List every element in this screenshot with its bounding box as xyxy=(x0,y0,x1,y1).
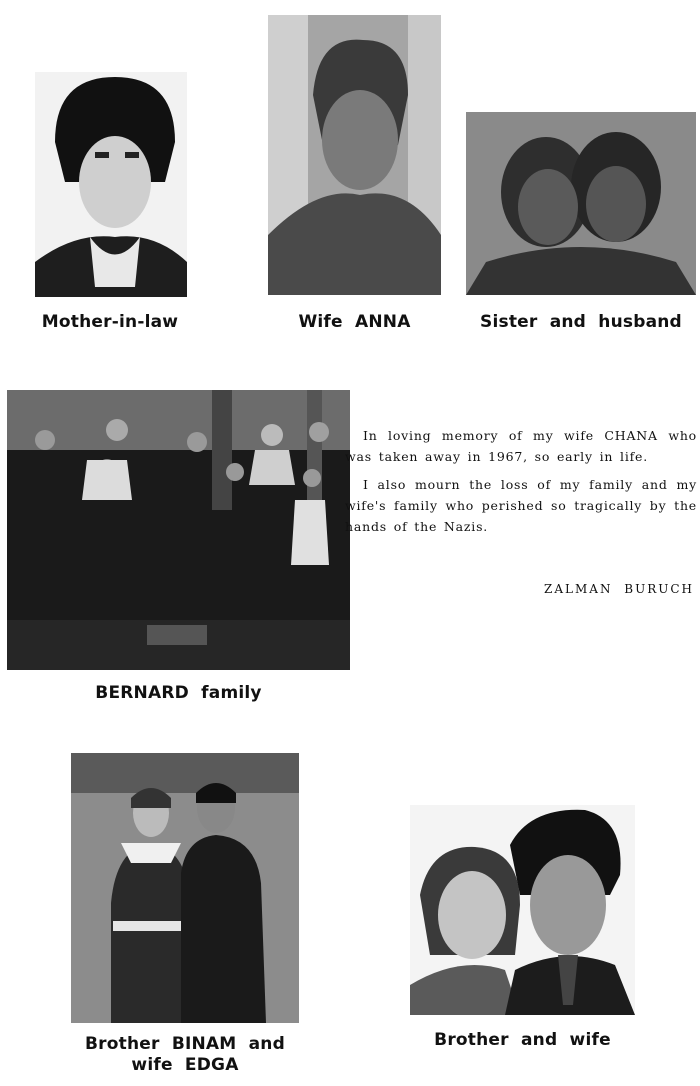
memorial-signature: ZALMAN BURUCH xyxy=(544,582,694,596)
bernard-family-photo xyxy=(7,390,350,670)
mother-in-law-photo xyxy=(35,72,187,297)
brother-binam-caption-line1: Brother BINAM and xyxy=(85,1034,285,1054)
memorial-paragraph-1: In loving memory of my wife CHANA who was taken away in 1967, so early in life. xyxy=(345,428,697,464)
sister-and-husband-caption: Sister and husband xyxy=(480,312,682,332)
brother-binam-photo xyxy=(71,753,299,1023)
wife-anna-caption: Wife ANNA xyxy=(298,312,411,332)
brother-and-wife-caption: Brother and wife xyxy=(434,1030,611,1050)
brother-and-wife-photo xyxy=(410,805,635,1015)
bernard-family-caption: BERNARD family xyxy=(95,683,262,703)
wife-anna-photo xyxy=(268,15,441,295)
sister-and-husband-photo xyxy=(466,112,696,295)
memorial-text xyxy=(345,425,697,544)
brother-binam-caption-line2: wife EDGA xyxy=(131,1055,239,1075)
mother-in-law-caption: Mother-in-law xyxy=(41,312,179,332)
memorial-paragraph-2: I also mourn the loss of my family and my wife's family who perished so tragically by the hands of the Nazis. xyxy=(345,477,697,534)
